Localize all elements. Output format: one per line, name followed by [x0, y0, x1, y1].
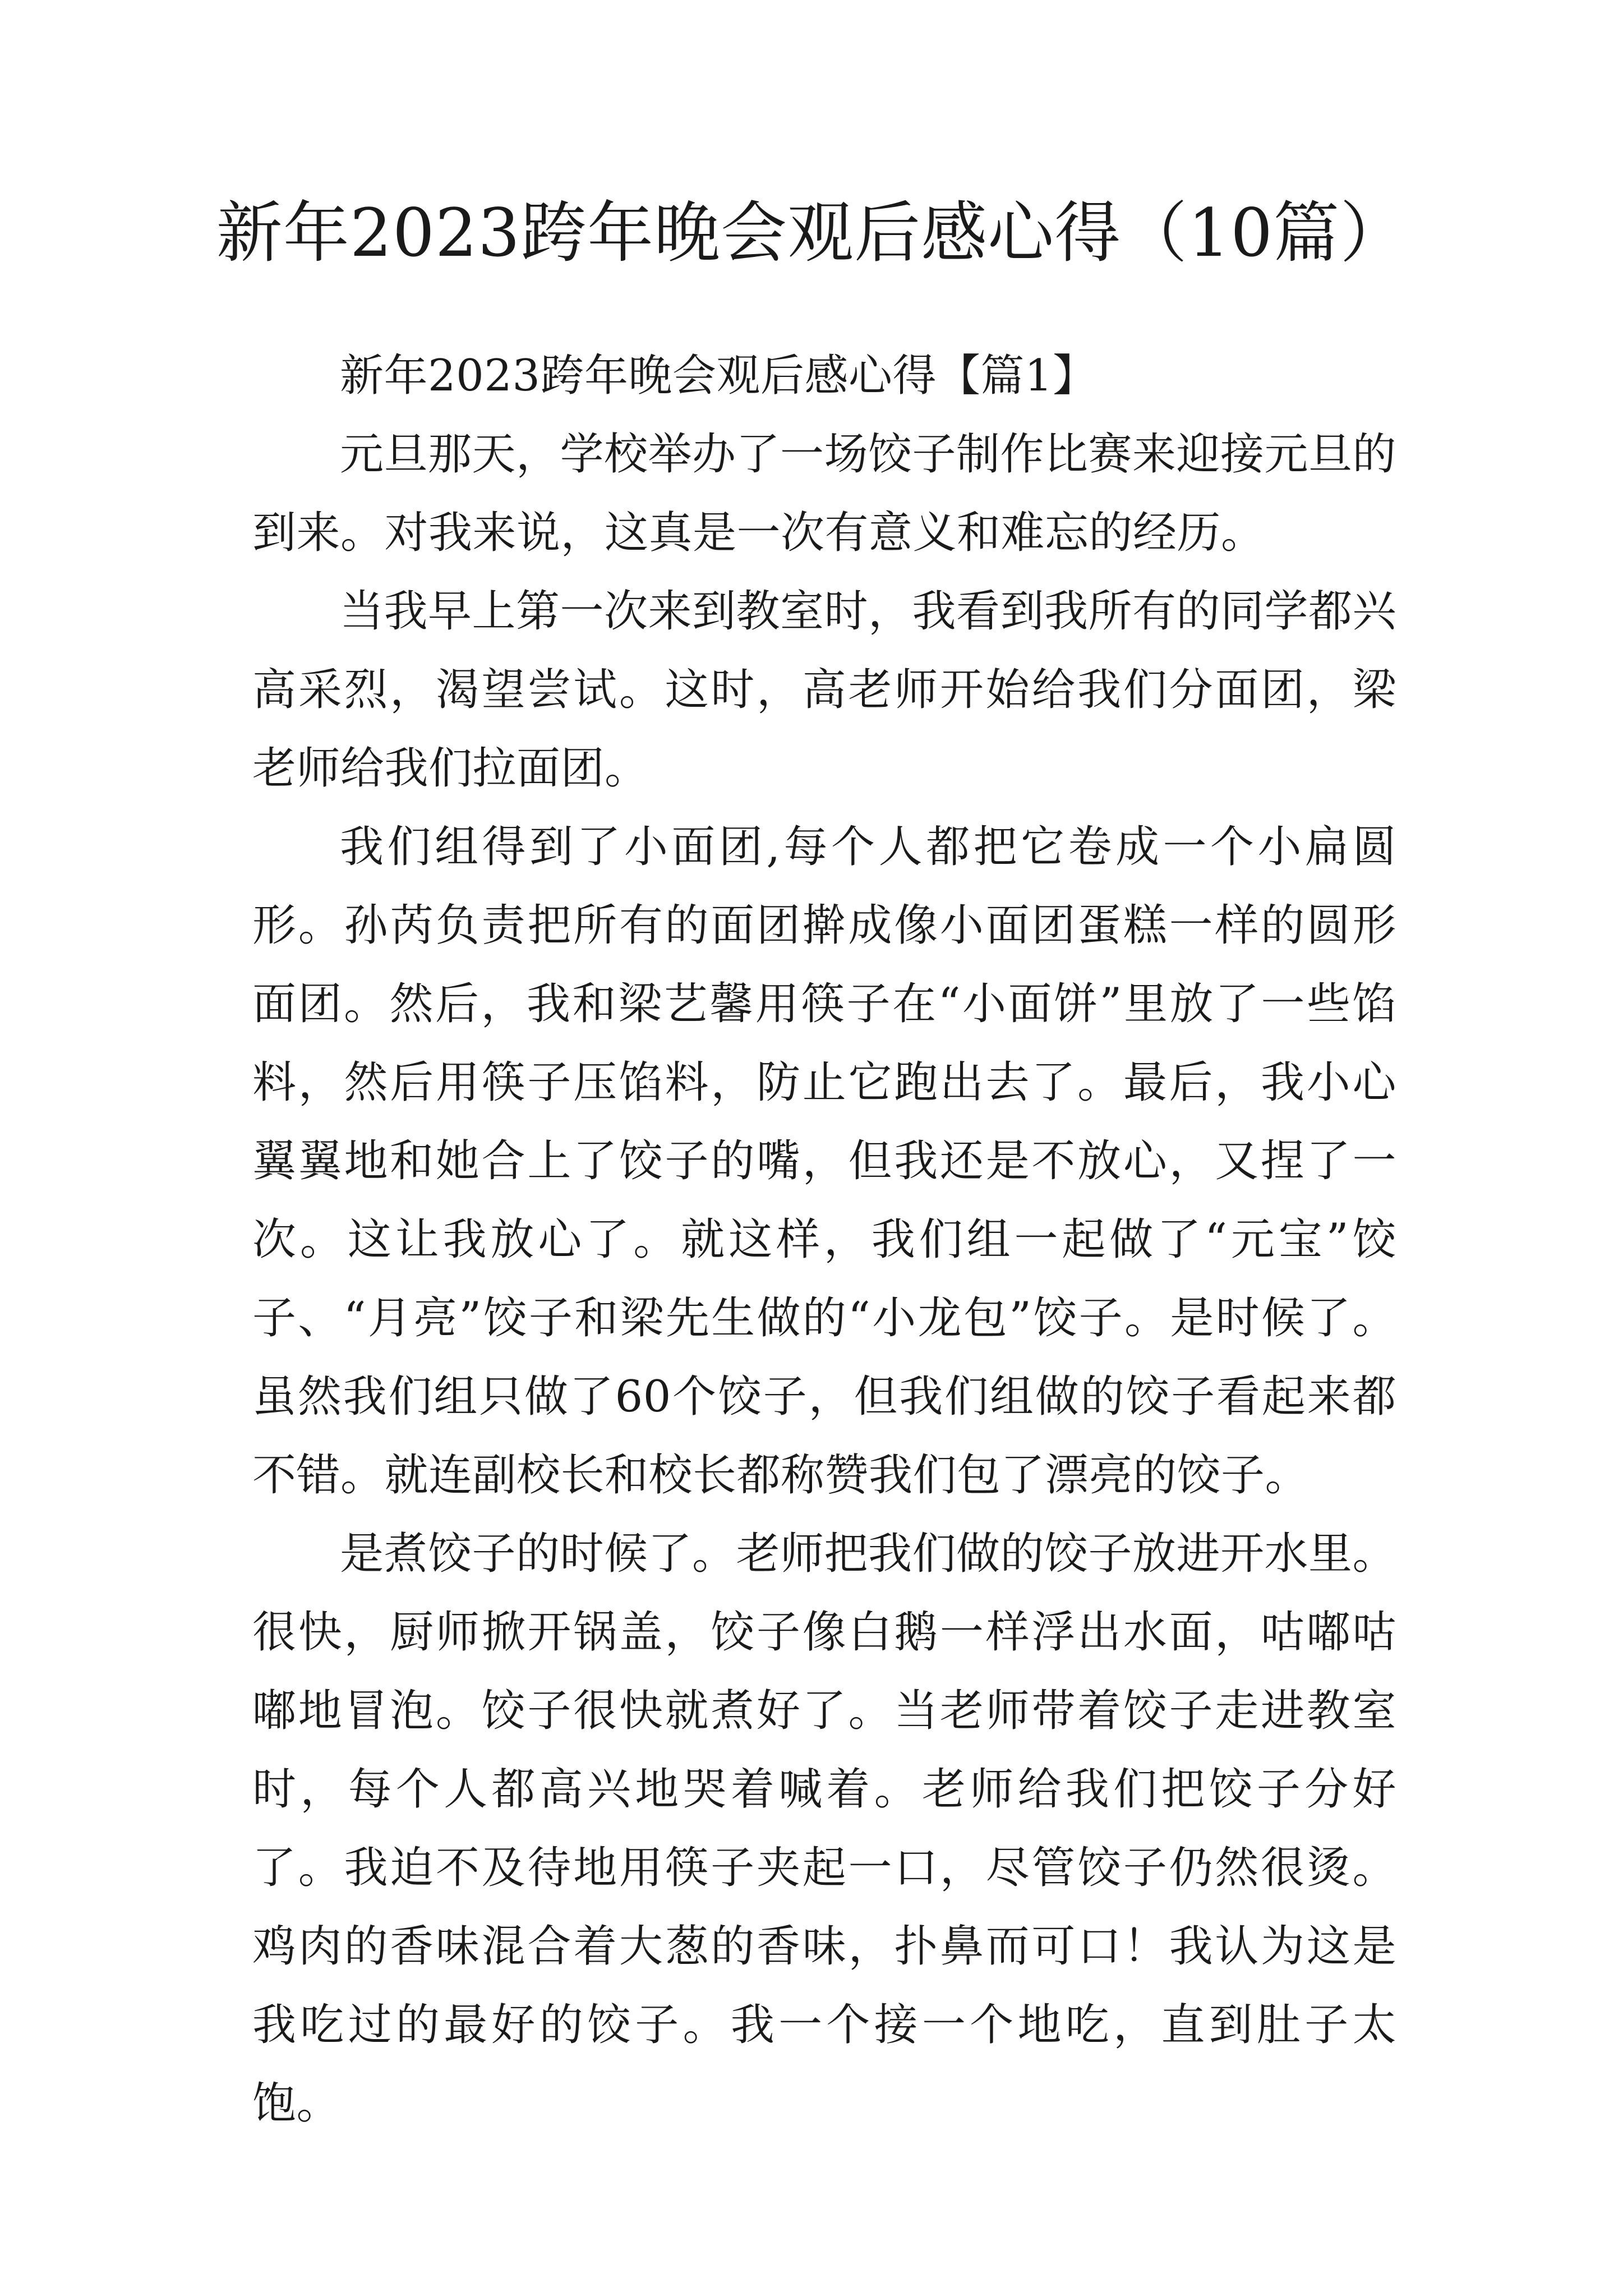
document-title: 新年2023跨年晚会观后感心得（10篇）	[216, 194, 1407, 272]
section-heading: 新年2023跨年晚会观后感心得【篇1】	[340, 351, 1097, 401]
paragraph: 我们组得到了小面团,每个人都把它卷成一个小扁圆形。孙芮负责把所有的面团擀成像小面团蛋糕一样的圆形面团。然后，我和梁艺馨用筷子在“小面饼”里放了一些馅料，然后用筷子压馅料，防止它跑出去了。最后，我小心翼翼地和她合上了饺子的嘴，但我还是不放心，又捏了一次。这让我放心了。就这样，我们组一起做了“元宝”饺子、“月亮”饺子和梁先生做的“小龙包”饺子。是时候了。虽然我们组只做了60个饺子，但我们组做的饺子看起来都不错。就连副校长和校长都称赞我们包了漂亮的饺子。	[252, 822, 1396, 1501]
document-body	[252, 337, 1396, 2143]
paragraph: 是煮饺子的时候了。老师把我们做的饺子放进开水里。很快，厨师掀开锅盖，饺子像白鹅一样浮出水面，咕嘟咕嘟地冒泡。饺子很快就煮好了。当老师带着饺子走进教室时，每个人都高兴地哭着喊着。老师给我们把饺子分好了。我迫不及待地用筷子夹起一口，尽管饺子仍然很烫。鸡肉的香味混合着大葱的香味，扑鼻而可口！我认为这是我吃过的最好的饺子。我一个接一个地吃，直到肚子太饱。	[252, 1529, 1397, 2129]
paragraph: 当我早上第一次来到教室时，我看到我所有的同学都兴高采烈，渴望尝试。这时，高老师开始给我们分面团，梁老师给我们拉面团。	[252, 586, 1397, 794]
paragraph: 元旦那天，学校举办了一场饺子制作比赛来迎接元旦的到来。对我来说，这真是一次有意义和难忘的经历。	[252, 429, 1397, 558]
